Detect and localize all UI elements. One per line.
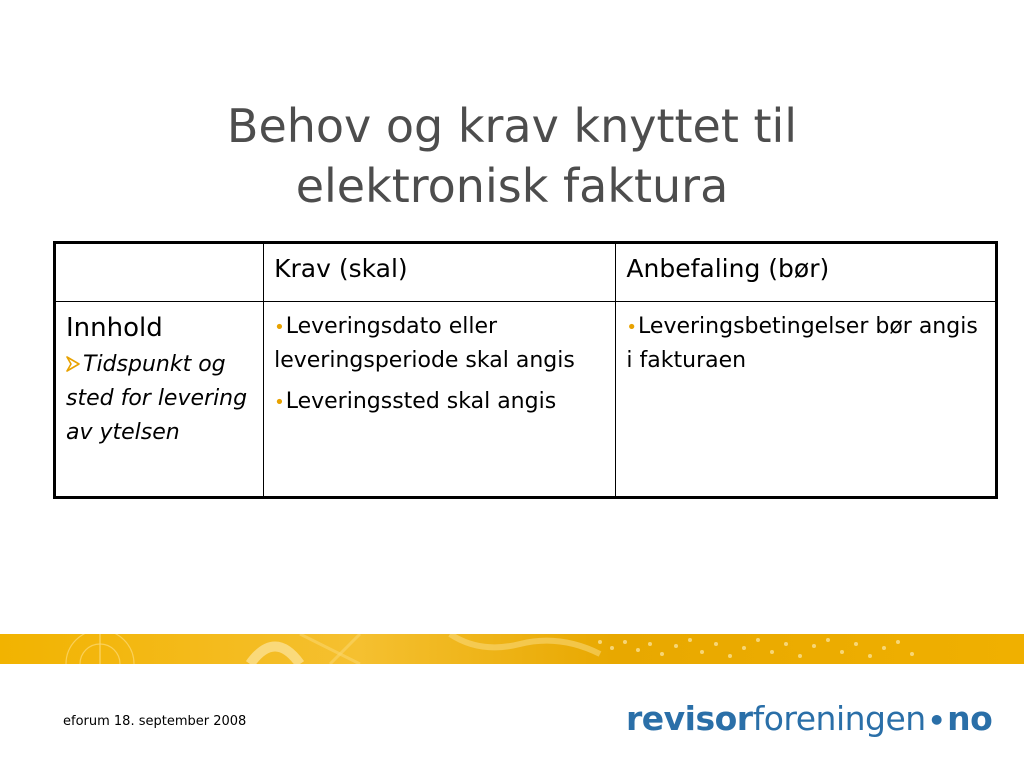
sub-item-text: Tidspunkt og sted for levering av ytelsen (66, 352, 248, 445)
logo-dot: • (927, 704, 946, 737)
header-cell-krav: Krav (skal) (264, 243, 616, 302)
title-line-1: Behov og krav knyttet til (226, 99, 798, 153)
logo-part-1: revisor (626, 699, 753, 738)
header-cell-empty (55, 243, 264, 302)
arrow-icon (66, 356, 80, 372)
krav-item-2: Leveringssted skal angis (285, 389, 557, 414)
list-item (626, 310, 985, 377)
sub-item (66, 348, 253, 450)
logo (626, 697, 992, 741)
row-label-cell (55, 302, 264, 498)
footer-date: eforum 18. september 2008 (63, 714, 247, 729)
logo-part-3: no (947, 699, 993, 738)
list-item (274, 385, 605, 419)
decorative-banner (0, 634, 1024, 664)
anbefaling-item-1: Leveringsbetingelser bør angis i fakturaen (626, 314, 978, 373)
title-line-2: elektronisk faktura (295, 159, 729, 213)
row-label: Innhold (66, 313, 163, 343)
bullet-icon: • (274, 392, 285, 413)
list-item (274, 310, 605, 377)
anbefaling-cell (616, 302, 997, 498)
slide-title (0, 96, 1024, 216)
table-header-row (55, 243, 997, 302)
requirements-table (53, 241, 998, 499)
table-row (55, 302, 997, 498)
krav-item-1: Leveringsdato eller leveringsperiode skal angis (274, 314, 575, 373)
header-cell-anbefaling: Anbefaling (bør) (616, 243, 997, 302)
logo-part-2: foreningen (752, 699, 926, 738)
bullet-icon: • (626, 317, 638, 338)
bullet-icon: • (274, 317, 285, 338)
krav-cell (264, 302, 616, 498)
